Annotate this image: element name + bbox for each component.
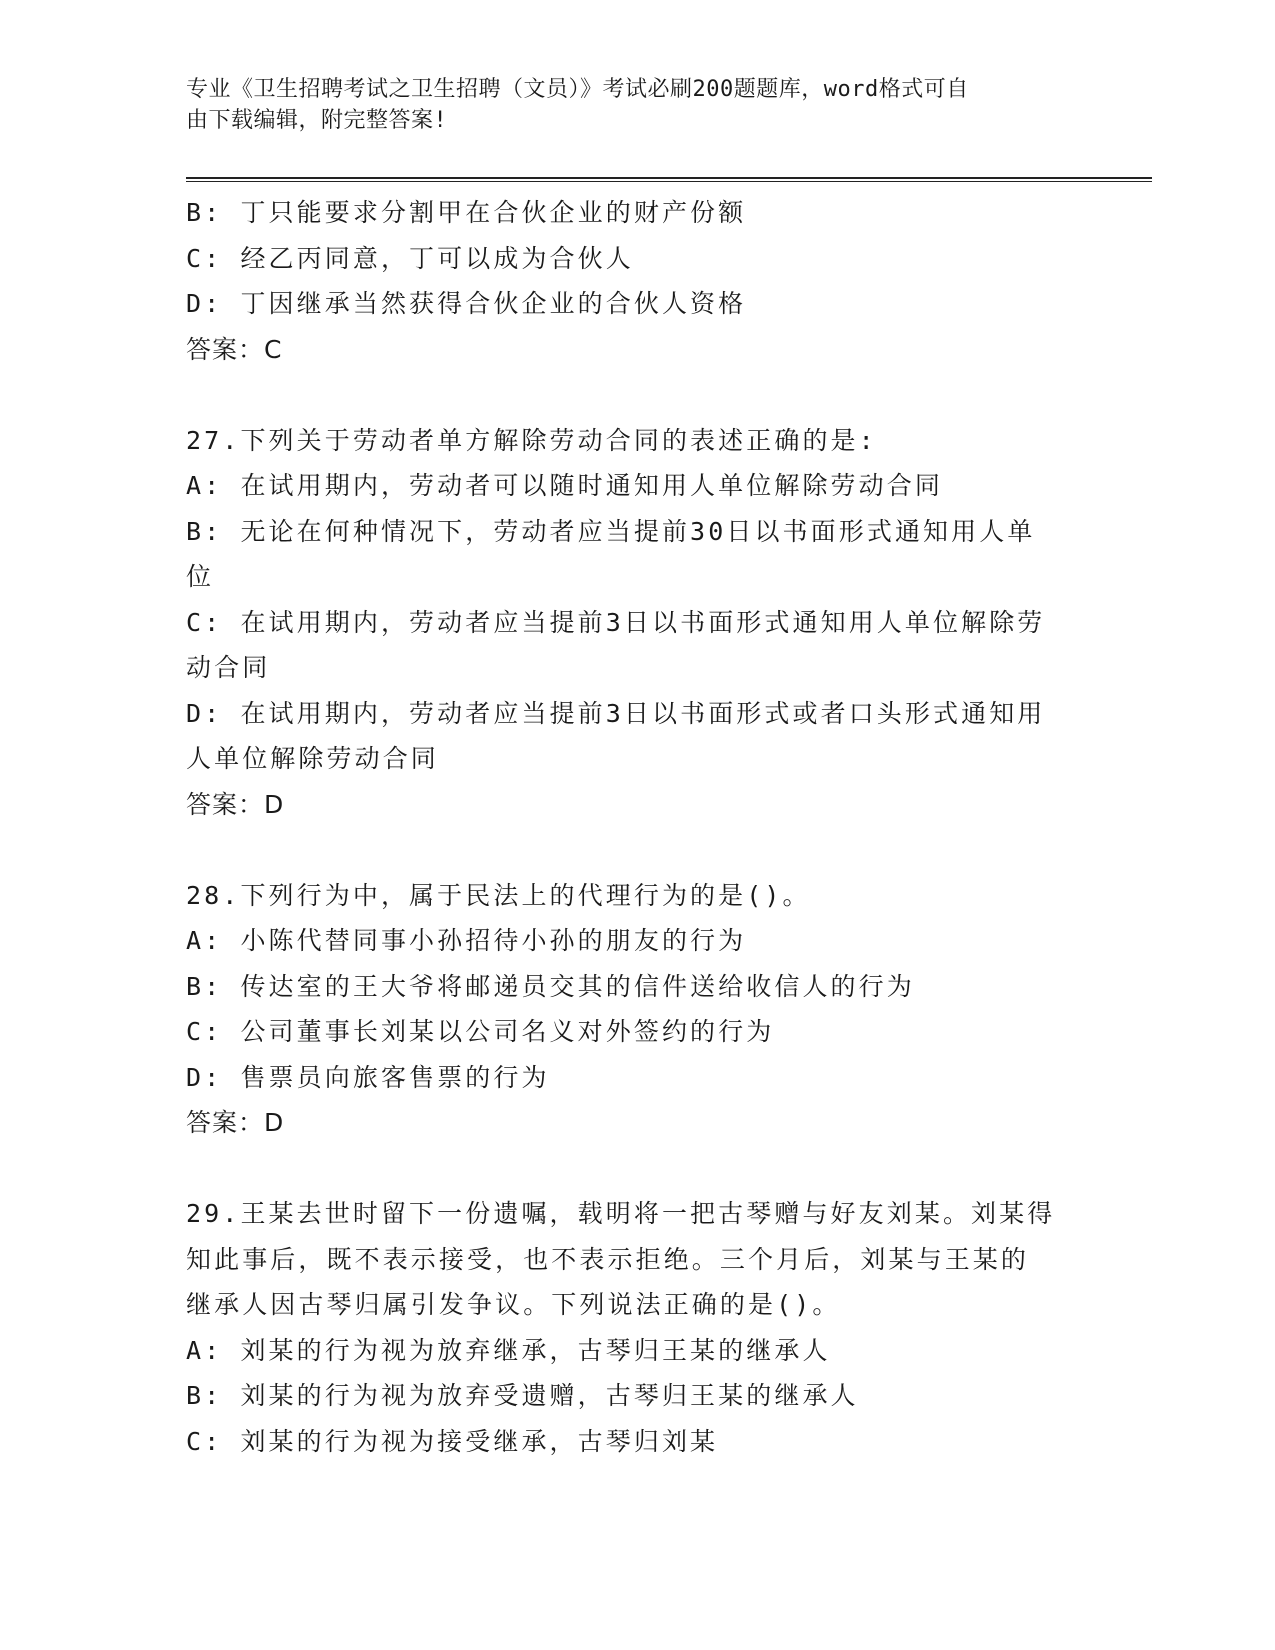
option-c: C: 经乙丙同意，丁可以成为合伙人 [186, 243, 634, 273]
document-header [186, 74, 1066, 136]
document-body [186, 190, 1086, 1464]
question-26-continued [186, 190, 1086, 372]
option-b-cont: 位 [186, 562, 215, 591]
header-divider-thick [186, 177, 1152, 179]
option-d: D: 丁因继承当然获得合伙企业的合伙人资格 [186, 289, 747, 318]
question-stem: 28.下列行为中，属于民法上的代理行为的是()。 [186, 880, 811, 910]
question-stem-2: 知此事后，既不表示接受，也不表示拒绝。三个月后，刘某与王某的 [186, 1244, 1030, 1274]
option-b: B: 无论在何种情况下，劳动者应当提前30日以书面形式通知用人单 [186, 516, 1036, 546]
option-d: D: 在试用期内，劳动者应当提前3日以书面形式或者口头形式通知用 [186, 698, 1046, 728]
option-d: D: 售票员向旅客售票的行为 [186, 1062, 550, 1092]
header-line-1: 专业《卫生招聘考试之卫生招聘（文员）》考试必刷200题题库，word格式可自 [186, 77, 969, 102]
option-a: A: 小陈代替同事小孙招待小孙的朋友的行为 [186, 926, 747, 955]
option-c: C: 刘某的行为视为接受继承，古琴归刘某 [186, 1426, 719, 1456]
answer: 答案：D [186, 1108, 285, 1137]
option-b: B: 刘某的行为视为放弃受遗赠，古琴归王某的继承人 [186, 1381, 859, 1410]
question-stem: 27.下列关于劳动者单方解除劳动合同的表述正确的是: [186, 425, 877, 455]
option-b: B: 丁只能要求分割甲在合伙企业的财产份额 [186, 198, 747, 227]
question-stem-1: 29.王某去世时留下一份遗嘱，载明将一把古琴赠与好友刘某。刘某得 [186, 1199, 1056, 1228]
option-a: A: 刘某的行为视为放弃继承，古琴归王某的继承人 [186, 1335, 831, 1365]
question-28 [186, 873, 1086, 1146]
option-c: C: 在试用期内，劳动者应当提前3日以书面形式通知用人单位解除劳 [186, 607, 1046, 637]
header-line-2: 由下载编辑，附完整答案! [186, 108, 448, 133]
answer: 答案：C [186, 334, 283, 364]
answer: 答案：D [186, 789, 285, 819]
option-c-cont: 动合同 [186, 653, 271, 682]
option-d-cont: 人单位解除劳动合同 [186, 744, 439, 773]
option-c: C: 公司董事长刘某以公司名义对外签约的行为 [186, 1017, 775, 1046]
header-divider-thin [186, 181, 1152, 182]
option-b: B: 传达室的王大爷将邮递员交其的信件送给收信人的行为 [186, 971, 915, 1001]
question-27 [186, 418, 1086, 828]
option-a: A: 在试用期内，劳动者可以随时通知用人单位解除劳动合同 [186, 471, 943, 500]
question-stem-3: 继承人因古琴归属引发争议。下列说法正确的是()。 [186, 1290, 841, 1319]
question-29 [186, 1191, 1086, 1464]
